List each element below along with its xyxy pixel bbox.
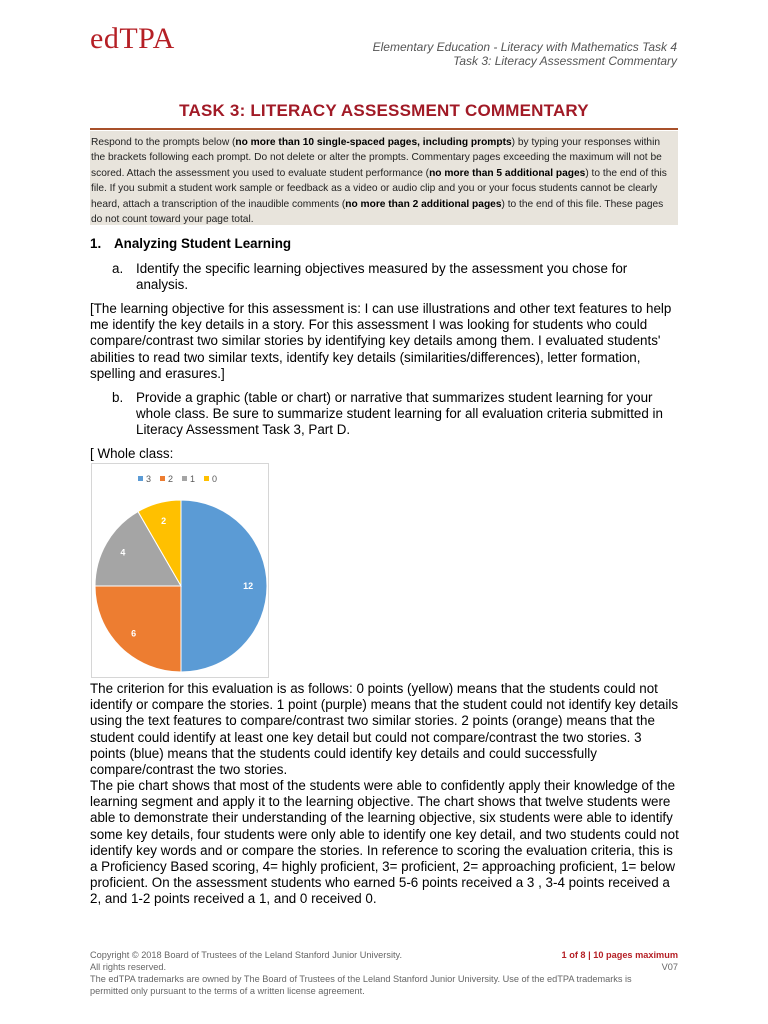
pie-chart-svg	[92, 464, 270, 679]
edtpa-logo: edTPA	[90, 22, 175, 55]
pie-chart	[91, 463, 269, 678]
pie-slice-3	[181, 500, 267, 672]
page-title: TASK 3: LITERACY ASSESSMENT COMMENTARY	[179, 101, 589, 120]
analysis-paragraph: The pie chart shows that most of the students were able to confidently apply their knowledge of the learning segment and apply it to the learning objective. The chart shows that twelve students were able to demonstrate their understanding of the learning objective, six students were able to identify some key details, four students were only able to identify one key detail, and two students could not identify key words and or compare the stories. In reference to scoring the evaluation criteria, this is a Proficiency Based scoring, 4= highly proficient, 3= proficient, 2= approaching proficient, 1= below proficient. On the assessment students who earned 5-6 points received a 3 , 3-4 points received a 2, and 1-2 points received a 1, and 0 received 0.	[90, 778, 679, 907]
page-number: 1 of 8 | 10 pages maximum	[561, 950, 678, 960]
legend-swatch-2	[160, 476, 165, 481]
section-heading: 1. Analyzing Student Learning	[90, 236, 292, 251]
header-line-2: Task 3: Literacy Assessment Commentary	[453, 54, 677, 68]
pie-label-2: 6	[131, 628, 137, 639]
prompt-b-letter: b.	[112, 390, 124, 405]
title-divider	[90, 128, 678, 130]
pie-label-0: 2	[161, 516, 167, 527]
footer-copyright: Copyright © 2018 Board of Trustees of the Leland Stanford Junior University. All rights reserved. The edTPA trademarks are owned by The Board of Trustees of the Leland Stanford Junior University. Use of the edTPA trademarks is permitted only pursuant to the terms of a written license agreement.	[90, 950, 632, 996]
legend-swatch-1	[182, 476, 187, 481]
page-limit-emphasis: no more than 10 single-spaced pages, including prompts	[235, 137, 512, 148]
instructions-box: Respond to the prompts below (no more than 10 single-spaced pages, including prompts) by typing your responses within the brackets following each prompt. Do not delete or alter the prompts. Commentary pages exceeding the maximum will not be scored. Attach the assessment you used to evaluate student performance (no more than 5 additional pages) to the end of this file. If you submit a student work sample or feedback as a video or audio clip and you or your focus students cannot be clearly heard, attach a transcription of the inaudible comments (no more than 2 additional pages) to the end of this file. These pages do not count toward your page total.	[90, 131, 678, 225]
prompt-a-text: Identify the specific learning objectives measured by the assessment you chose for analysis.	[136, 261, 628, 292]
legend-label-2: 2	[168, 474, 174, 484]
assessment-limit-emphasis: no more than 5 additional pages	[429, 167, 586, 179]
header-line-1: Elementary Education - Literacy with Mathematics Task 4	[372, 40, 677, 54]
prompt-b-text: Provide a graphic (table or chart) or narrative that summarizes student learning for your whole class. Be sure to summarize student learning for all evaluation criteria submitted in Literacy Assessment Task 3, Part D.	[136, 390, 663, 437]
prompt-b	[112, 390, 672, 438]
criterion-paragraph: The criterion for this evaluation is as follows: 0 points (yellow) means that the students could not identify or compare the stories. 1 point (purple) means that the student could not identify key details using the text features to compare/contrast two similar stories. 2 points (orange) means that the student could identify at least one key detail but could not compare/contrast the two stories. 3 points (blue) means that the students could identify key details and could successfully compare/contrast the two stories.	[90, 681, 679, 778]
legend-label-0: 0	[212, 474, 218, 484]
running-header	[373, 40, 677, 68]
prompt-a	[112, 261, 672, 293]
response-a: [The learning objective for this assessment is: I can use illustrations and other text features to help me identify the key details in a story. For this assessment I was looking for students who could compare/contrast two similar stories by identifying key details among them. I evaluated students' abilities to read two similar texts, identify key details (similarities/differences), letter formation, spelling and erasures.]	[90, 301, 672, 381]
footer-page-info	[562, 949, 678, 973]
pie-slice-2	[95, 586, 181, 672]
version-label: V07	[661, 962, 678, 972]
pie-label-1: 4	[120, 547, 126, 558]
transcription-limit-emphasis: no more than 2 additional pages	[345, 198, 502, 210]
legend-swatch-0	[204, 476, 209, 481]
whole-class-label: [ Whole class:	[90, 446, 174, 461]
prompt-a-letter: a.	[112, 261, 124, 276]
legend-label-1: 1	[190, 474, 196, 484]
legend-swatch-3	[138, 476, 143, 481]
legend-label-3: 3	[146, 474, 152, 484]
pie-label-3: 12	[243, 581, 254, 591]
